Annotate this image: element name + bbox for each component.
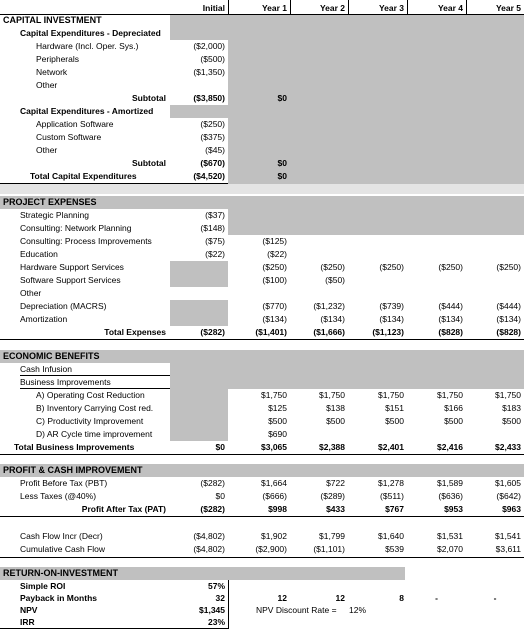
- cell-year-4: $1,531: [437, 531, 463, 541]
- cell-year-1: ($770): [262, 301, 287, 311]
- table-row: [0, 300, 524, 313]
- cell-initial: ($375): [200, 132, 225, 142]
- table-row: [0, 53, 524, 66]
- cell-year-4: ($134): [438, 314, 463, 324]
- cell-year-4: $166: [444, 403, 463, 413]
- cell-year-1: $0: [277, 158, 287, 168]
- divider: [20, 388, 170, 389]
- capex-depreciated-heading: [0, 27, 524, 40]
- header-initial: Initial: [202, 3, 225, 13]
- row-label: Peripherals: [36, 54, 79, 64]
- cell-year-1: ($134): [262, 314, 287, 324]
- cell-year-2: $433: [326, 504, 345, 514]
- section-title-benefits: [0, 350, 524, 363]
- cell-year-1: ($666): [262, 491, 287, 501]
- cell-year-2: ($1,232): [313, 301, 345, 311]
- table-row: [0, 131, 524, 144]
- irr-value: 23%: [207, 617, 225, 627]
- row-label: Custom Software: [36, 132, 102, 142]
- row-label: Consulting: Network Planning: [20, 223, 132, 233]
- divider: [228, 0, 229, 14]
- header-year-4: Year 4: [437, 3, 463, 13]
- table-row: [0, 235, 524, 248]
- cell-year-1: $1,664: [261, 478, 287, 488]
- cell-year-3: $539: [385, 544, 404, 554]
- row-label: B) Inventory Carrying Cost red.: [36, 403, 154, 413]
- total-row: [0, 503, 524, 516]
- section-title-roi: [0, 567, 524, 580]
- table-row: [0, 287, 524, 300]
- row-label: Less Taxes (@40%): [20, 491, 97, 501]
- cell-year-1: $0: [277, 93, 287, 103]
- row-label: Cash Flow Incr (Decr): [20, 531, 103, 541]
- total-row: [0, 326, 524, 339]
- row-label: Total Business Improvements: [14, 442, 135, 452]
- cell-year-1: 12: [277, 593, 287, 603]
- section-title: CAPITAL INVESTMENT: [3, 15, 102, 25]
- cell-year-4: ($250): [438, 262, 463, 272]
- cell-year-2: ($50): [325, 275, 345, 285]
- row-label: Network: [36, 67, 68, 77]
- header-year-3: Year 3: [378, 3, 404, 13]
- table-row: [0, 248, 524, 261]
- divider: [0, 516, 524, 517]
- cell-year-5: $1,605: [495, 478, 521, 488]
- cell-initial: ($37): [205, 210, 225, 220]
- cell-year-2: $1,799: [319, 531, 345, 541]
- cell-year-1: $998: [268, 504, 287, 514]
- cell-year-3: ($1,123): [372, 327, 404, 337]
- row-label: Subtotal: [132, 93, 166, 103]
- cell-year-2: ($134): [320, 314, 345, 324]
- capex-amortized-heading: [0, 105, 524, 118]
- row-label: Cumulative Cash Flow: [20, 544, 106, 554]
- table-row: [0, 118, 524, 131]
- cell-initial: ($282): [200, 327, 225, 337]
- cell-year-5: ($134): [496, 314, 521, 324]
- cell-year-4: $2,416: [437, 442, 463, 452]
- cell-year-1: ($22): [267, 249, 287, 259]
- cell-year-3: 8: [399, 593, 404, 603]
- cell-year-5: ($444): [496, 301, 521, 311]
- cell-initial: ($75): [205, 236, 225, 246]
- cell-year-1: $3,065: [261, 442, 287, 452]
- cell-year-3: ($250): [379, 262, 404, 272]
- header-year-5: Year 5: [495, 3, 521, 13]
- cell-year-1: ($125): [262, 236, 287, 246]
- cell-year-5: $183: [502, 403, 521, 413]
- cell-year-4: $1,750: [437, 390, 463, 400]
- divider: [228, 580, 229, 629]
- payback-value: 32: [215, 593, 225, 603]
- divider: [407, 0, 408, 14]
- divider: [0, 557, 524, 558]
- cell-year-5: -: [493, 593, 497, 603]
- cell-year-4: ($828): [438, 327, 463, 337]
- table-row: [0, 428, 524, 441]
- divider: [348, 0, 349, 14]
- cell-year-4: ($444): [438, 301, 463, 311]
- cell-year-3: $1,640: [378, 531, 404, 541]
- header-year-2: Year 2: [319, 3, 345, 13]
- cell-year-5: ($642): [496, 491, 521, 501]
- cell-year-4: ($636): [438, 491, 463, 501]
- divider: [0, 454, 524, 455]
- table-row: [0, 274, 524, 287]
- row-label: Education: [20, 249, 58, 259]
- cell-initial: ($250): [200, 119, 225, 129]
- table-row: [0, 40, 524, 53]
- cell-year-2: 12: [335, 593, 345, 603]
- cell-year-3: $1,278: [378, 478, 404, 488]
- cell-year-3: ($739): [379, 301, 404, 311]
- table-row: [0, 209, 524, 222]
- cell-year-2: $2,388: [319, 442, 345, 452]
- total-row: [0, 441, 524, 454]
- npv-value: $1,345: [199, 605, 225, 615]
- table-row: [0, 543, 524, 556]
- subtotal-row: [0, 92, 524, 105]
- divider: [0, 339, 524, 340]
- cell-year-4: $1,589: [437, 478, 463, 488]
- header-year-1: Year 1: [261, 3, 287, 13]
- row-label: Strategic Planning: [20, 210, 89, 220]
- section-title-capital: [0, 14, 524, 27]
- cell-initial: ($282): [200, 504, 225, 514]
- cell-year-2: $500: [326, 416, 345, 426]
- row-label: NPV: [20, 605, 38, 615]
- cell-year-1: $500: [268, 416, 287, 426]
- row-label: Other: [36, 80, 58, 90]
- divider: [0, 628, 228, 629]
- section-title: PROFIT & CASH IMPROVEMENT: [3, 465, 143, 475]
- row-label: IRR: [20, 617, 35, 627]
- row-label: Profit After Tax (PAT): [81, 504, 166, 514]
- row-label: Total Capital Expenditures: [30, 171, 137, 181]
- cell-year-5: ($250): [496, 262, 521, 272]
- table-row: [0, 389, 524, 402]
- row-label: Other: [20, 288, 42, 298]
- cell-year-2: ($250): [320, 262, 345, 272]
- row-label: C) Productivity Improvement: [36, 416, 144, 426]
- table-row: [0, 222, 524, 235]
- cell-year-1: $1,750: [261, 390, 287, 400]
- section-title-project: [0, 196, 524, 209]
- section-title: ECONOMIC BENEFITS: [3, 351, 100, 361]
- row-label: Application Software: [36, 119, 114, 129]
- row-label: Other: [36, 145, 58, 155]
- cell-year-1: ($100): [262, 275, 287, 285]
- cell-year-3: ($134): [379, 314, 404, 324]
- divider: [20, 375, 170, 376]
- cell-year-2: ($1,101): [313, 544, 345, 554]
- cell-year-1: $125: [268, 403, 287, 413]
- cell-year-2: ($289): [320, 491, 345, 501]
- cell-year-2: $1,750: [319, 390, 345, 400]
- row-label: A) Operating Cost Reduction: [36, 390, 145, 400]
- cell-initial: ($22): [205, 249, 225, 259]
- table-row: [0, 490, 524, 503]
- table-row: [0, 79, 524, 92]
- cell-year-5: $1,541: [495, 531, 521, 541]
- table-row: [0, 477, 524, 490]
- row-label: Software Support Services: [20, 275, 121, 285]
- row-label: Consulting: Process Improvements: [20, 236, 152, 246]
- cell-year-4: $953: [444, 504, 463, 514]
- divider: [0, 183, 228, 184]
- cell-initial: $0: [215, 442, 225, 452]
- row-label: Depreciation (MACRS): [20, 301, 107, 311]
- row-label: Total Expenses: [104, 327, 166, 337]
- cell-year-4: -: [435, 593, 438, 603]
- npv-rate-value: 12%: [349, 605, 367, 615]
- section-title: RETURN-ON-INVESTMENT: [3, 568, 118, 578]
- table-row: [0, 415, 524, 428]
- row-label: Simple ROI: [20, 581, 66, 591]
- cell-year-1: ($1,401): [255, 327, 287, 337]
- cell-year-5: $2,433: [495, 442, 521, 452]
- cell-year-4: $2,070: [437, 544, 463, 554]
- table-row: [0, 261, 524, 274]
- cell-initial: ($45): [205, 145, 225, 155]
- cell-initial: ($1,350): [193, 67, 225, 77]
- total-row: [0, 170, 524, 183]
- row-label: Hardware (Incl. Oper. Sys.): [36, 41, 139, 51]
- row-label: Subtotal: [132, 158, 166, 168]
- cell-year-1: $0: [277, 171, 287, 181]
- cell-year-3: $767: [385, 504, 404, 514]
- cell-year-5: ($828): [496, 327, 521, 337]
- row-label: Amortization: [20, 314, 68, 324]
- cell-year-2: $722: [326, 478, 345, 488]
- simple-roi-value: 57%: [207, 581, 225, 591]
- subsection-title: Capital Expenditures - Depreciated: [20, 28, 161, 38]
- cell-initial: ($4,520): [193, 171, 225, 181]
- row-label: Profit Before Tax (PBT): [20, 478, 108, 488]
- cell-year-3: $500: [385, 416, 404, 426]
- cell-initial: ($670): [200, 158, 225, 168]
- cell-initial: ($2,000): [193, 41, 225, 51]
- row-label: Payback in Months: [20, 593, 97, 603]
- cell-year-5: $963: [502, 504, 521, 514]
- cell-year-1: $1,902: [261, 531, 287, 541]
- table-row: [0, 144, 524, 157]
- cell-initial: ($500): [200, 54, 225, 64]
- gray-fill: [0, 184, 524, 194]
- row-label: Business Improvements: [20, 377, 111, 387]
- section-title: PROJECT EXPENSES: [3, 197, 97, 207]
- cell-year-2: $138: [326, 403, 345, 413]
- npv-rate-label: NPV Discount Rate =: [256, 605, 337, 615]
- cell-initial: $0: [215, 491, 225, 501]
- table-row: [0, 313, 524, 326]
- divider: [290, 0, 291, 14]
- cell-year-5: $3,611: [495, 544, 521, 554]
- cell-initial: ($4,802): [193, 531, 225, 541]
- cell-initial: ($282): [200, 478, 225, 488]
- section-title-profit: [0, 464, 524, 477]
- cell-year-4: $500: [444, 416, 463, 426]
- cell-initial: ($148): [200, 223, 225, 233]
- row-label: Cash Infusion: [20, 364, 72, 374]
- cell-year-5: $500: [502, 416, 521, 426]
- cell-initial: ($4,802): [193, 544, 225, 554]
- cell-year-2: ($1,666): [313, 327, 345, 337]
- cell-year-3: $151: [385, 403, 404, 413]
- cell-year-5: $1,750: [495, 390, 521, 400]
- divider: [466, 0, 467, 14]
- cell-year-1: ($250): [262, 262, 287, 272]
- subtotal-row: [0, 157, 524, 170]
- cell-year-3: $1,750: [378, 390, 404, 400]
- cell-year-3: ($511): [380, 491, 404, 501]
- cell-year-1: ($2,900): [255, 544, 287, 554]
- cell-initial: ($3,850): [193, 93, 225, 103]
- cell-year-1: $690: [268, 429, 287, 439]
- table-row: [0, 530, 524, 543]
- table-row: [0, 66, 524, 79]
- cell-year-3: $2,401: [378, 442, 404, 452]
- row-label: Hardware Support Services: [20, 262, 124, 272]
- row-label: D) AR Cycle time improvement: [36, 429, 153, 439]
- subsection-title: Capital Expenditures - Amortized: [20, 106, 154, 116]
- table-row: [0, 402, 524, 415]
